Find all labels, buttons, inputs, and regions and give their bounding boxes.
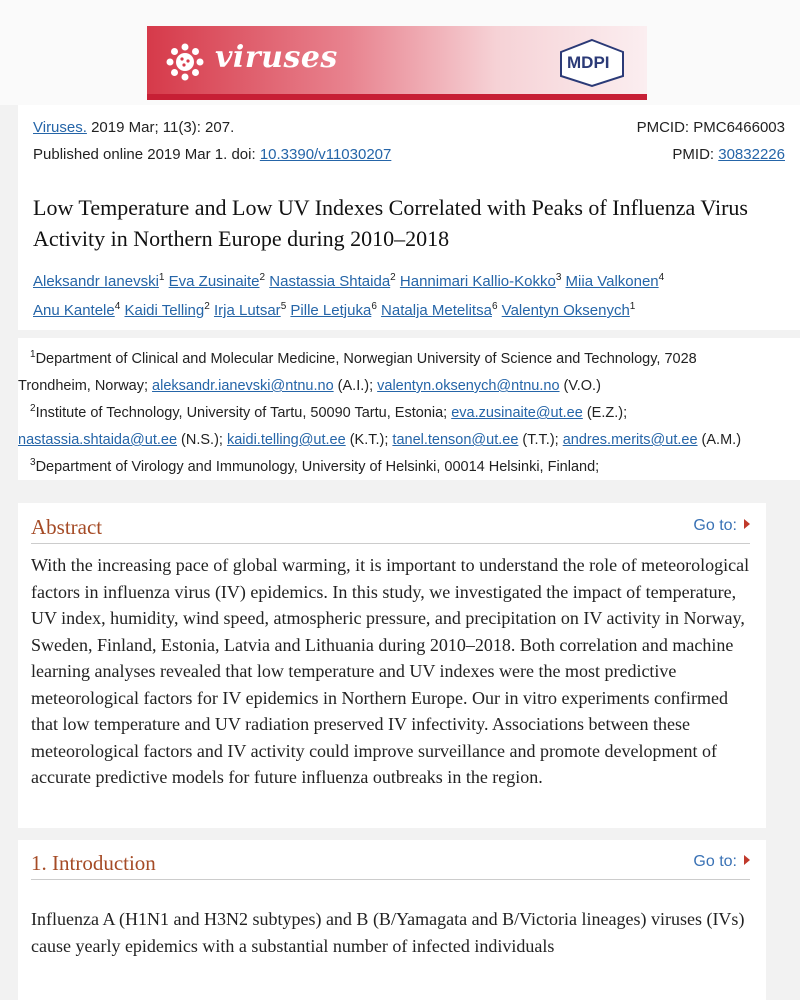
author-affiliation-sup: 6	[371, 301, 377, 312]
author-link[interactable]: Nastassia Shtaida	[269, 273, 391, 290]
email-link[interactable]: valentyn.oksenych@ntnu.no	[377, 378, 560, 394]
author-link[interactable]: Anu Kantele	[33, 302, 115, 319]
section-divider	[31, 879, 750, 880]
abstract-body: With the increasing pace of global warming, it is important to understand the role of meteorological factors in influenza virus (IV) epidemics. In this study, we investigated the impact of temperature, UV index, humidity, wind speed, atmospheric pressure, and precipitation on IV activity in Norway, Sweden, Finland, Estonia, Latvia and Lithuania during 2010–2018. Both correlation and machine learning analyses revealed that low temperature and UV indexes were the most predictive meteorological factors for IV epidemics in Northern Europe. Our in vitro experiments confirmed that low temperature and UV radiation preserved IV infectivity. Associations between these meteorological factors and IV activity could improve surveillance and promote development of accurate predictive models for future influenza outbreaks in the region.	[31, 555, 750, 787]
author-link[interactable]: Kaidi Telling	[124, 302, 205, 319]
pmid-label: PMID:	[672, 146, 719, 163]
author-list	[33, 267, 793, 325]
email-link[interactable]: kaidi.telling@ut.ee	[226, 432, 346, 448]
email-initials: (N.S.);	[177, 432, 227, 448]
author-link[interactable]: Hannimari Kallio-Kokko	[399, 273, 556, 290]
abstract-goto-button[interactable]	[693, 517, 750, 535]
chevron-right-icon	[744, 519, 750, 529]
affiliation-1	[30, 346, 795, 373]
author-affiliation-sup: 2	[204, 301, 210, 312]
affiliation-sup: 3	[30, 457, 36, 469]
pmcid: PMCID: PMC6466003	[636, 119, 785, 136]
published-text: Published online 2019 Mar 1. doi:	[33, 146, 260, 163]
affiliation-sup: 1	[30, 349, 36, 361]
author-link[interactable]: Valentyn Oksenych	[501, 302, 630, 319]
virus-logo-icon	[165, 42, 205, 82]
email-link[interactable]: aleksandr.ianevski@ntnu.no	[152, 378, 334, 394]
author-link[interactable]: Eva Zusinaite	[168, 273, 260, 290]
email-link[interactable]: nastassia.shtaida@ut.ee	[18, 432, 178, 448]
email-link[interactable]: eva.zusinaite@ut.ee	[451, 405, 583, 421]
pmid-link[interactable]: 30832226	[718, 146, 785, 163]
author-affiliation-sup: 3	[555, 272, 562, 283]
abstract-section	[18, 503, 766, 828]
affiliation-text: Institute of Technology, University of Tartu, 50090 Tartu, Estonia;	[35, 405, 452, 421]
article-title: Low Temperature and Low UV Indexes Correlated with Peaks of Influenza Virus Activity in Northern Europe during 2010–2018	[33, 195, 748, 251]
chevron-right-icon	[744, 855, 750, 865]
author-affiliation-sup: 4	[658, 272, 665, 283]
introduction-section	[18, 840, 766, 1000]
author-affiliation-sup: 1	[629, 301, 636, 312]
pmid-line	[672, 146, 785, 163]
journal-banner[interactable]	[147, 26, 647, 100]
affiliation-list	[18, 346, 795, 481]
author-affiliation-sup: 2	[390, 272, 396, 283]
journal-brand-name: viruses	[215, 40, 338, 75]
citation-issue: 2019 Mar; 11(3): 207.	[91, 119, 235, 136]
email-link[interactable]: tanel.tenson@ut.ee	[392, 432, 519, 448]
email-initials: (T.T.);	[518, 432, 563, 448]
goto-label: Go to:	[693, 517, 737, 534]
section-divider	[31, 543, 750, 544]
author-link[interactable]: Natalja Metelitsa	[381, 302, 492, 319]
author-affiliation-sup: 5	[280, 301, 287, 312]
author-link[interactable]: Irja Lutsar	[213, 302, 281, 319]
author-affiliation-sup: 6	[491, 301, 498, 312]
affiliations-panel	[18, 338, 800, 480]
author-affiliation-sup: 4	[114, 301, 121, 312]
affiliation-sup: 2	[30, 403, 36, 415]
affiliation-3	[30, 454, 795, 481]
abstract-heading: Abstract	[31, 515, 103, 539]
email-initials: (K.T.);	[345, 432, 393, 448]
affiliation-2-contact	[18, 427, 795, 454]
author-link[interactable]: Miia Valkonen	[565, 273, 659, 290]
email-initials: (A.M.)	[697, 432, 742, 448]
goto-label: Go to:	[693, 853, 737, 870]
author-affiliation-sup: 2	[259, 272, 266, 283]
email-link[interactable]: andres.merits@ut.ee	[562, 432, 698, 448]
journal-banner-area	[0, 0, 800, 105]
doi-link[interactable]: 10.3390/v11030207	[259, 146, 392, 163]
affiliation-text: Trondheim, Norway;	[18, 378, 153, 394]
author-affiliation-sup: 1	[158, 272, 165, 283]
publication-line	[33, 146, 391, 163]
introduction-goto-button[interactable]	[693, 853, 750, 871]
email-initials: (E.Z.);	[582, 405, 628, 421]
email-initials: (A.I.);	[333, 378, 378, 394]
author-link[interactable]: Aleksandr Ianevski	[33, 273, 159, 290]
introduction-body: Influenza A (H1N1 and H3N2 subtypes) and B (B/Yamagata and B/Victoria lineages) viruses (IVs) cause yearly epidemics with a substantial number of infected individuals	[31, 909, 745, 956]
citation-line	[33, 119, 234, 136]
affiliation-1-contact	[18, 373, 795, 400]
affiliation-2	[30, 400, 795, 427]
publisher-name: MDPI	[567, 53, 610, 72]
affiliation-text: Department of Clinical and Molecular Medicine, Norwegian University of Science and Technology, 7028	[35, 351, 697, 367]
article-header	[18, 105, 800, 330]
affiliation-text: Department of Virology and Immunology, University of Helsinki, 00014 Helsinki, Finland;	[35, 459, 600, 475]
author-link[interactable]: Pille Letjuka	[290, 302, 372, 319]
journal-link[interactable]: Viruses.	[33, 119, 87, 136]
email-initials: (V.O.)	[559, 378, 601, 394]
introduction-heading: 1. Introduction	[31, 851, 156, 875]
banner-stripe	[147, 94, 647, 100]
